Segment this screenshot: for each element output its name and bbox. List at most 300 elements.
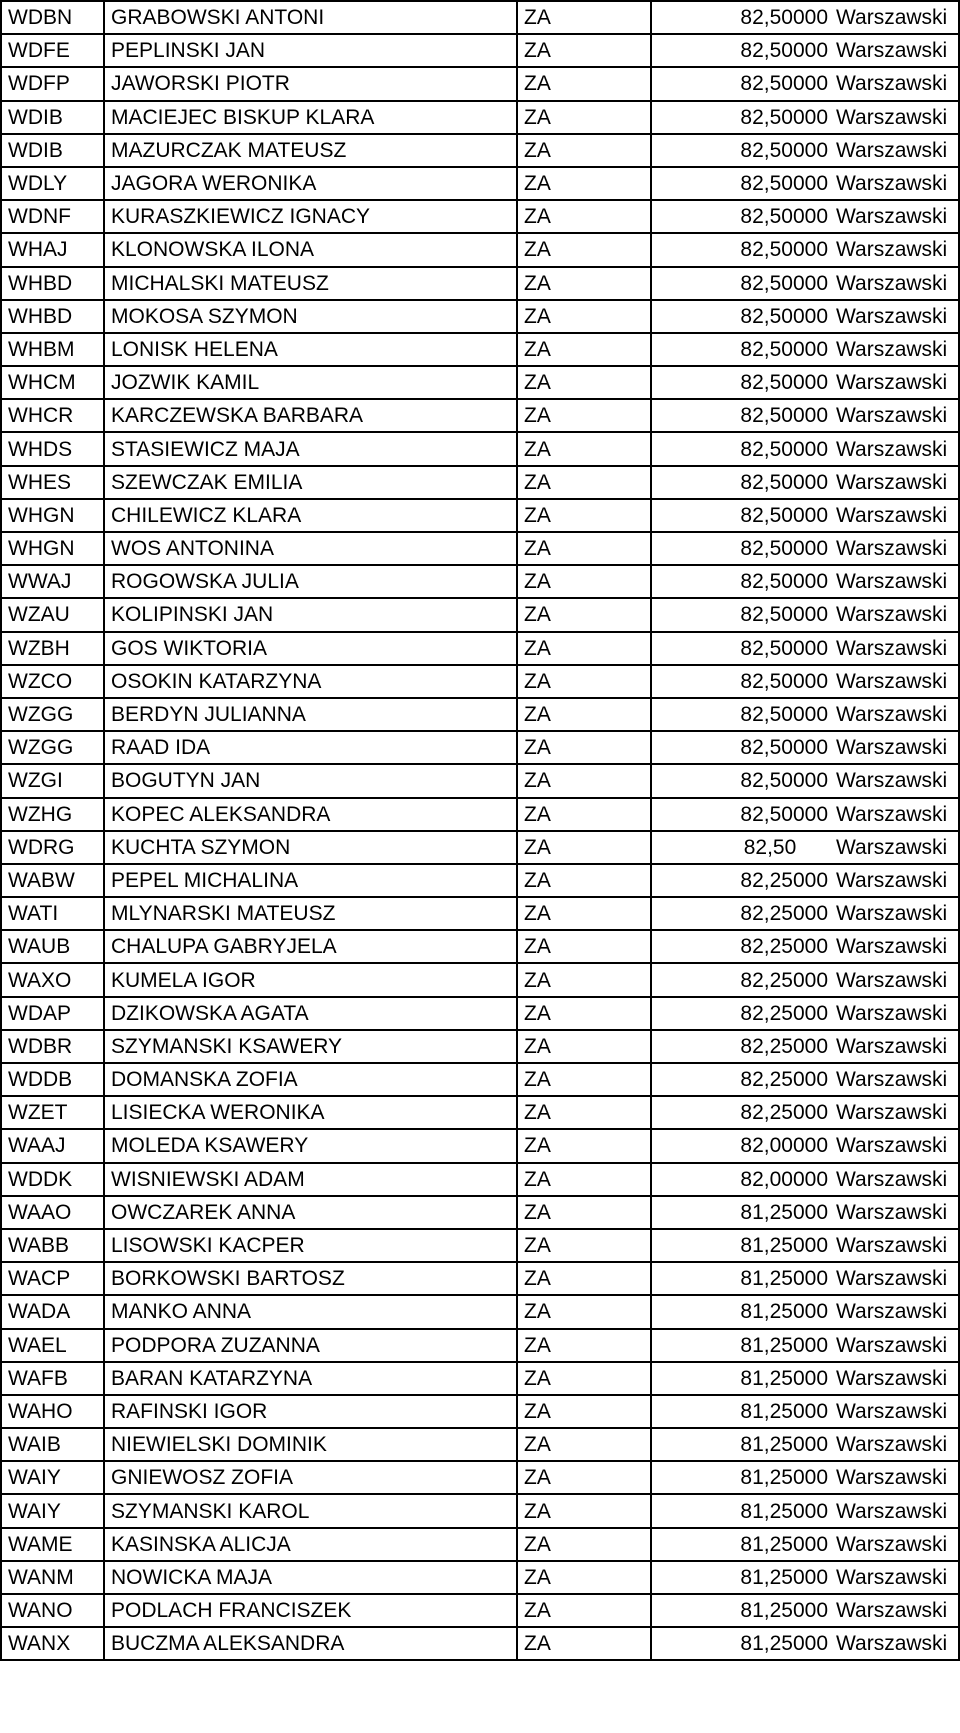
points-city-cell (651, 333, 959, 366)
student-name-cell: KASINSKA ALICJA (104, 1528, 517, 1561)
city-label: Warszawski (836, 1366, 948, 1390)
unit-code-cell: WAIY (1, 1494, 104, 1527)
city-label: Warszawski (836, 1532, 948, 1556)
table-row (1, 565, 959, 598)
student-name-cell: NOWICKA MAJA (104, 1561, 517, 1594)
unit-code-cell: WDFE (1, 34, 104, 67)
table-row (1, 1362, 959, 1395)
points-city-cell (651, 101, 959, 134)
points-city-cell (651, 864, 959, 897)
points-value: 81,25000 (740, 1532, 828, 1556)
student-name-cell: BARAN KATARZYNA (104, 1362, 517, 1395)
city-label: Warszawski (836, 1632, 948, 1656)
city-label: Warszawski (836, 172, 948, 196)
student-name-cell: BOGUTYN JAN (104, 764, 517, 797)
table-row (1, 532, 959, 565)
student-name-cell: WISNIEWSKI ADAM (104, 1163, 517, 1196)
points-city-cell (651, 1594, 959, 1627)
student-name-cell: PEPLINSKI JAN (104, 34, 517, 67)
city-label: Warszawski (836, 1101, 948, 1125)
city-label: Warszawski (836, 636, 948, 660)
student-name-cell: MLYNARSKI MATEUSZ (104, 897, 517, 930)
status-cell: ZA (517, 1627, 651, 1660)
student-name-cell: KOLIPINSKI JAN (104, 598, 517, 631)
points-city-cell (651, 1063, 959, 1096)
points-city-cell (651, 267, 959, 300)
points-value: 81,25000 (740, 1234, 828, 1258)
points-city-cell (651, 1129, 959, 1162)
student-name-cell: JAGORA WERONIKA (104, 167, 517, 200)
status-cell: ZA (517, 34, 651, 67)
unit-code-cell: WAIB (1, 1428, 104, 1461)
points-value: 81,25000 (740, 1599, 828, 1623)
city-label: Warszawski (836, 703, 948, 727)
city-label: Warszawski (836, 1399, 948, 1423)
points-city-cell (651, 1163, 959, 1196)
student-name-cell: STASIEWICZ MAJA (104, 432, 517, 465)
table-row (1, 134, 959, 167)
unit-code-cell: WDBN (1, 1, 104, 34)
unit-code-cell: WZBH (1, 632, 104, 665)
points-city-cell (651, 997, 959, 1030)
city-label: Warszawski (836, 470, 948, 494)
student-name-cell: BORKOWSKI BARTOSZ (104, 1262, 517, 1295)
points-city-cell (651, 499, 959, 532)
city-label: Warszawski (836, 1466, 948, 1490)
points-value: 81,25000 (740, 1300, 828, 1324)
points-value: 82,50000 (740, 337, 828, 361)
student-name-cell: MACIEJEC BISKUP KLARA (104, 101, 517, 134)
points-value: 81,25000 (740, 1632, 828, 1656)
unit-code-cell: WAFB (1, 1362, 104, 1395)
city-label: Warszawski (836, 238, 948, 262)
student-name-cell: GNIEWOSZ ZOFIA (104, 1461, 517, 1494)
student-name-cell: ROGOWSKA JULIA (104, 565, 517, 598)
status-cell: ZA (517, 698, 651, 731)
status-cell: ZA (517, 1329, 651, 1362)
table-row (1, 864, 959, 897)
points-value: 82,50000 (740, 105, 828, 129)
student-name-cell: SZYMANSKI KSAWERY (104, 1030, 517, 1063)
student-name-cell: JAWORSKI PIOTR (104, 67, 517, 100)
points-city-cell (651, 665, 959, 698)
unit-code-cell: WHGN (1, 499, 104, 532)
status-cell: ZA (517, 1262, 651, 1295)
student-name-cell: MOLEDA KSAWERY (104, 1129, 517, 1162)
points-value: 82,00000 (740, 1167, 828, 1191)
points-value: 82,50000 (740, 470, 828, 494)
unit-code-cell: WZGG (1, 698, 104, 731)
city-label: Warszawski (836, 503, 948, 527)
student-name-cell: MAZURCZAK MATEUSZ (104, 134, 517, 167)
status-cell: ZA (517, 831, 651, 864)
points-value: 82,50000 (740, 636, 828, 660)
status-cell: ZA (517, 134, 651, 167)
status-cell: ZA (517, 532, 651, 565)
points-value: 82,50000 (740, 304, 828, 328)
points-city-cell (651, 1295, 959, 1328)
table-row (1, 34, 959, 67)
unit-code-cell: WZHG (1, 798, 104, 831)
points-value: 82,50000 (740, 437, 828, 461)
unit-code-cell: WZGI (1, 764, 104, 797)
status-cell: ZA (517, 1594, 651, 1627)
status-cell: ZA (517, 1229, 651, 1262)
status-cell: ZA (517, 632, 651, 665)
city-label: Warszawski (836, 1333, 948, 1357)
table-row (1, 101, 959, 134)
status-cell: ZA (517, 1528, 651, 1561)
unit-code-cell: WHDS (1, 432, 104, 465)
unit-code-cell: WHBD (1, 267, 104, 300)
status-cell: ZA (517, 233, 651, 266)
city-label: Warszawski (836, 1234, 948, 1258)
points-value: 82,50000 (740, 570, 828, 594)
status-cell: ZA (517, 1, 651, 34)
city-label: Warszawski (836, 1565, 948, 1589)
city-label: Warszawski (836, 537, 948, 561)
unit-code-cell: WAXO (1, 963, 104, 996)
city-label: Warszawski (836, 1034, 948, 1058)
city-label: Warszawski (836, 1134, 948, 1158)
points-city-cell (651, 698, 959, 731)
points-value: 81,25000 (740, 1399, 828, 1423)
points-city-cell (651, 466, 959, 499)
points-city-cell (651, 1561, 959, 1594)
points-city-cell (651, 1395, 959, 1428)
status-cell: ZA (517, 963, 651, 996)
student-name-cell: BUCZMA ALEKSANDRA (104, 1627, 517, 1660)
student-name-cell: OSOKIN KATARZYNA (104, 665, 517, 698)
status-cell: ZA (517, 798, 651, 831)
student-name-cell: LISIECKA WERONIKA (104, 1096, 517, 1129)
points-value: 82,50000 (740, 404, 828, 428)
status-cell: ZA (517, 399, 651, 432)
points-city-cell (651, 831, 959, 864)
unit-code-cell: WATI (1, 897, 104, 930)
points-city-cell (651, 632, 959, 665)
student-name-cell: PODLACH FRANCISZEK (104, 1594, 517, 1627)
student-name-cell: MANKO ANNA (104, 1295, 517, 1328)
table-row (1, 598, 959, 631)
points-city-cell (651, 1329, 959, 1362)
points-city-cell (651, 532, 959, 565)
table-row (1, 1163, 959, 1196)
status-cell: ZA (517, 1428, 651, 1461)
points-value: 81,25000 (740, 1366, 828, 1390)
status-cell: ZA (517, 101, 651, 134)
city-label: Warszawski (836, 371, 948, 395)
table-row (1, 499, 959, 532)
table-row (1, 997, 959, 1030)
student-name-cell: RAFINSKI IGOR (104, 1395, 517, 1428)
table-row (1, 1196, 959, 1229)
table-row (1, 1295, 959, 1328)
city-label: Warszawski (836, 337, 948, 361)
student-name-cell: MOKOSA SZYMON (104, 300, 517, 333)
city-label: Warszawski (836, 1167, 948, 1191)
status-cell: ZA (517, 499, 651, 532)
table-row (1, 632, 959, 665)
table-row (1, 798, 959, 831)
points-city-cell (651, 897, 959, 930)
points-city-cell (651, 1196, 959, 1229)
status-cell: ZA (517, 1494, 651, 1527)
student-name-cell: KURASZKIEWICZ IGNACY (104, 200, 517, 233)
points-city-cell (651, 1627, 959, 1660)
unit-code-cell: WDFP (1, 67, 104, 100)
unit-code-cell: WHAJ (1, 233, 104, 266)
status-cell: ZA (517, 997, 651, 1030)
table-row (1, 1461, 959, 1494)
city-label: Warszawski (836, 105, 948, 129)
unit-code-cell: WHBD (1, 300, 104, 333)
student-name-cell: KUCHTA SZYMON (104, 831, 517, 864)
unit-code-cell: WHES (1, 466, 104, 499)
table-row (1, 1494, 959, 1527)
status-cell: ZA (517, 67, 651, 100)
city-label: Warszawski (836, 1001, 948, 1025)
table-row (1, 1262, 959, 1295)
student-name-cell: CHALUPA GABRYJELA (104, 930, 517, 963)
student-name-cell: WOS ANTONINA (104, 532, 517, 565)
unit-code-cell: WHCM (1, 366, 104, 399)
points-value: 82,50000 (740, 603, 828, 627)
city-label: Warszawski (836, 968, 948, 992)
points-value: 82,50000 (740, 703, 828, 727)
status-cell: ZA (517, 200, 651, 233)
unit-code-cell: WDDB (1, 1063, 104, 1096)
table-row (1, 399, 959, 432)
city-label: Warszawski (836, 39, 948, 63)
points-value: 81,25000 (740, 1433, 828, 1457)
city-label: Warszawski (836, 570, 948, 594)
points-city-cell (651, 1428, 959, 1461)
student-name-cell: SZEWCZAK EMILIA (104, 466, 517, 499)
points-value: 82,50000 (740, 205, 828, 229)
table-row (1, 1395, 959, 1428)
table-row (1, 764, 959, 797)
points-value: 82,50000 (740, 802, 828, 826)
status-cell: ZA (517, 1096, 651, 1129)
table-row (1, 1229, 959, 1262)
student-name-cell: RAAD IDA (104, 731, 517, 764)
points-city-cell (651, 1229, 959, 1262)
points-value: 81,25000 (740, 1565, 828, 1589)
table-row (1, 233, 959, 266)
unit-code-cell: WZAU (1, 598, 104, 631)
table-row (1, 366, 959, 399)
table-row (1, 167, 959, 200)
city-label: Warszawski (836, 1599, 948, 1623)
status-cell: ZA (517, 1196, 651, 1229)
points-value: 82,50000 (740, 669, 828, 693)
table-row (1, 665, 959, 698)
points-city-cell (651, 300, 959, 333)
table-row (1, 1063, 959, 1096)
unit-code-cell: WZCO (1, 665, 104, 698)
student-name-cell: JOZWIK KAMIL (104, 366, 517, 399)
unit-code-cell: WDBR (1, 1030, 104, 1063)
points-city-cell (651, 34, 959, 67)
unit-code-cell: WZET (1, 1096, 104, 1129)
table-row (1, 897, 959, 930)
status-cell: ZA (517, 466, 651, 499)
table-row (1, 731, 959, 764)
table-row (1, 1594, 959, 1627)
city-label: Warszawski (836, 802, 948, 826)
points-city-cell (651, 1262, 959, 1295)
points-value: 82,50000 (740, 271, 828, 295)
points-value: 81,25000 (740, 1499, 828, 1523)
points-city-cell (651, 764, 959, 797)
points-city-cell (651, 1494, 959, 1527)
table-row (1, 300, 959, 333)
unit-code-cell: WADA (1, 1295, 104, 1328)
points-city-cell (651, 67, 959, 100)
student-name-cell: KARCZEWSKA BARBARA (104, 399, 517, 432)
unit-code-cell: WAAJ (1, 1129, 104, 1162)
points-value: 82,50000 (740, 503, 828, 527)
table-row (1, 333, 959, 366)
city-label: Warszawski (836, 437, 948, 461)
unit-code-cell: WDRG (1, 831, 104, 864)
status-cell: ZA (517, 731, 651, 764)
points-city-cell (651, 930, 959, 963)
unit-code-cell: WDIB (1, 101, 104, 134)
student-name-cell: CHILEWICZ KLARA (104, 499, 517, 532)
student-name-cell: DOMANSKA ZOFIA (104, 1063, 517, 1096)
table-row (1, 1329, 959, 1362)
city-label: Warszawski (836, 769, 948, 793)
points-city-cell (651, 1030, 959, 1063)
status-cell: ZA (517, 1461, 651, 1494)
points-city-cell (651, 366, 959, 399)
points-city-cell (651, 1, 959, 34)
city-label: Warszawski (836, 304, 948, 328)
student-name-cell: LISOWSKI KACPER (104, 1229, 517, 1262)
points-value: 82,25000 (740, 868, 828, 892)
city-label: Warszawski (836, 1267, 948, 1291)
unit-code-cell: WACP (1, 1262, 104, 1295)
table-row (1, 432, 959, 465)
unit-code-cell: WAEL (1, 1329, 104, 1362)
student-name-cell: BERDYN JULIANNA (104, 698, 517, 731)
city-label: Warszawski (836, 1300, 948, 1324)
table-row (1, 1129, 959, 1162)
points-value: 82,25000 (740, 935, 828, 959)
city-label: Warszawski (836, 72, 948, 96)
results-table-body (1, 1, 959, 1660)
city-label: Warszawski (836, 1200, 948, 1224)
unit-code-cell: WAIY (1, 1461, 104, 1494)
points-value: 82,25000 (740, 1034, 828, 1058)
points-city-cell (651, 399, 959, 432)
status-cell: ZA (517, 1395, 651, 1428)
points-value: 82,50000 (740, 537, 828, 561)
city-label: Warszawski (836, 736, 948, 760)
table-row (1, 930, 959, 963)
unit-code-cell: WANM (1, 1561, 104, 1594)
table-row (1, 831, 959, 864)
status-cell: ZA (517, 333, 651, 366)
points-city-cell (651, 565, 959, 598)
points-value: 82,50000 (740, 371, 828, 395)
points-city-cell (651, 731, 959, 764)
unit-code-cell: WABW (1, 864, 104, 897)
unit-code-cell: WDDK (1, 1163, 104, 1196)
unit-code-cell: WZGG (1, 731, 104, 764)
unit-code-cell: WANX (1, 1627, 104, 1660)
status-cell: ZA (517, 167, 651, 200)
points-value: 82,50000 (740, 736, 828, 760)
city-label: Warszawski (836, 404, 948, 428)
city-label: Warszawski (836, 1499, 948, 1523)
points-value: 82,25000 (740, 1068, 828, 1092)
unit-code-cell: WHGN (1, 532, 104, 565)
city-label: Warszawski (836, 868, 948, 892)
table-row (1, 1627, 959, 1660)
unit-code-cell: WDNF (1, 200, 104, 233)
student-name-cell: SZYMANSKI KAROL (104, 1494, 517, 1527)
unit-code-cell: WDIB (1, 134, 104, 167)
city-label: Warszawski (836, 935, 948, 959)
status-cell: ZA (517, 366, 651, 399)
unit-code-cell: WAAO (1, 1196, 104, 1229)
points-city-cell (651, 167, 959, 200)
student-name-cell: KUMELA IGOR (104, 963, 517, 996)
status-cell: ZA (517, 864, 651, 897)
student-name-cell: PEPEL MICHALINA (104, 864, 517, 897)
unit-code-cell: WDAP (1, 997, 104, 1030)
city-label: Warszawski (836, 6, 948, 30)
table-row (1, 466, 959, 499)
student-name-cell: DZIKOWSKA AGATA (104, 997, 517, 1030)
unit-code-cell: WAHO (1, 1395, 104, 1428)
points-value: 81,25000 (740, 1200, 828, 1224)
unit-code-cell: WANO (1, 1594, 104, 1627)
table-row (1, 1528, 959, 1561)
student-name-cell: LONISK HELENA (104, 333, 517, 366)
status-cell: ZA (517, 267, 651, 300)
table-row (1, 698, 959, 731)
points-city-cell (651, 1528, 959, 1561)
table-row (1, 67, 959, 100)
table-row (1, 200, 959, 233)
status-cell: ZA (517, 1295, 651, 1328)
points-value: 82,50000 (740, 238, 828, 262)
student-name-cell: NIEWIELSKI DOMINIK (104, 1428, 517, 1461)
city-label: Warszawski (836, 205, 948, 229)
points-value: 81,25000 (740, 1466, 828, 1490)
unit-code-cell: WHBM (1, 333, 104, 366)
points-city-cell (651, 963, 959, 996)
unit-code-cell: WABB (1, 1229, 104, 1262)
student-name-cell: KLONOWSKA ILONA (104, 233, 517, 266)
status-cell: ZA (517, 1063, 651, 1096)
status-cell: ZA (517, 1163, 651, 1196)
student-name-cell: GOS WIKTORIA (104, 632, 517, 665)
city-label: Warszawski (836, 669, 948, 693)
student-name-cell: GRABOWSKI ANTONI (104, 1, 517, 34)
points-city-cell (651, 598, 959, 631)
city-label: Warszawski (836, 138, 948, 162)
points-city-cell (651, 200, 959, 233)
points-value: 82,50000 (740, 72, 828, 96)
table-row (1, 1030, 959, 1063)
points-value: 82,50000 (740, 138, 828, 162)
status-cell: ZA (517, 1030, 651, 1063)
